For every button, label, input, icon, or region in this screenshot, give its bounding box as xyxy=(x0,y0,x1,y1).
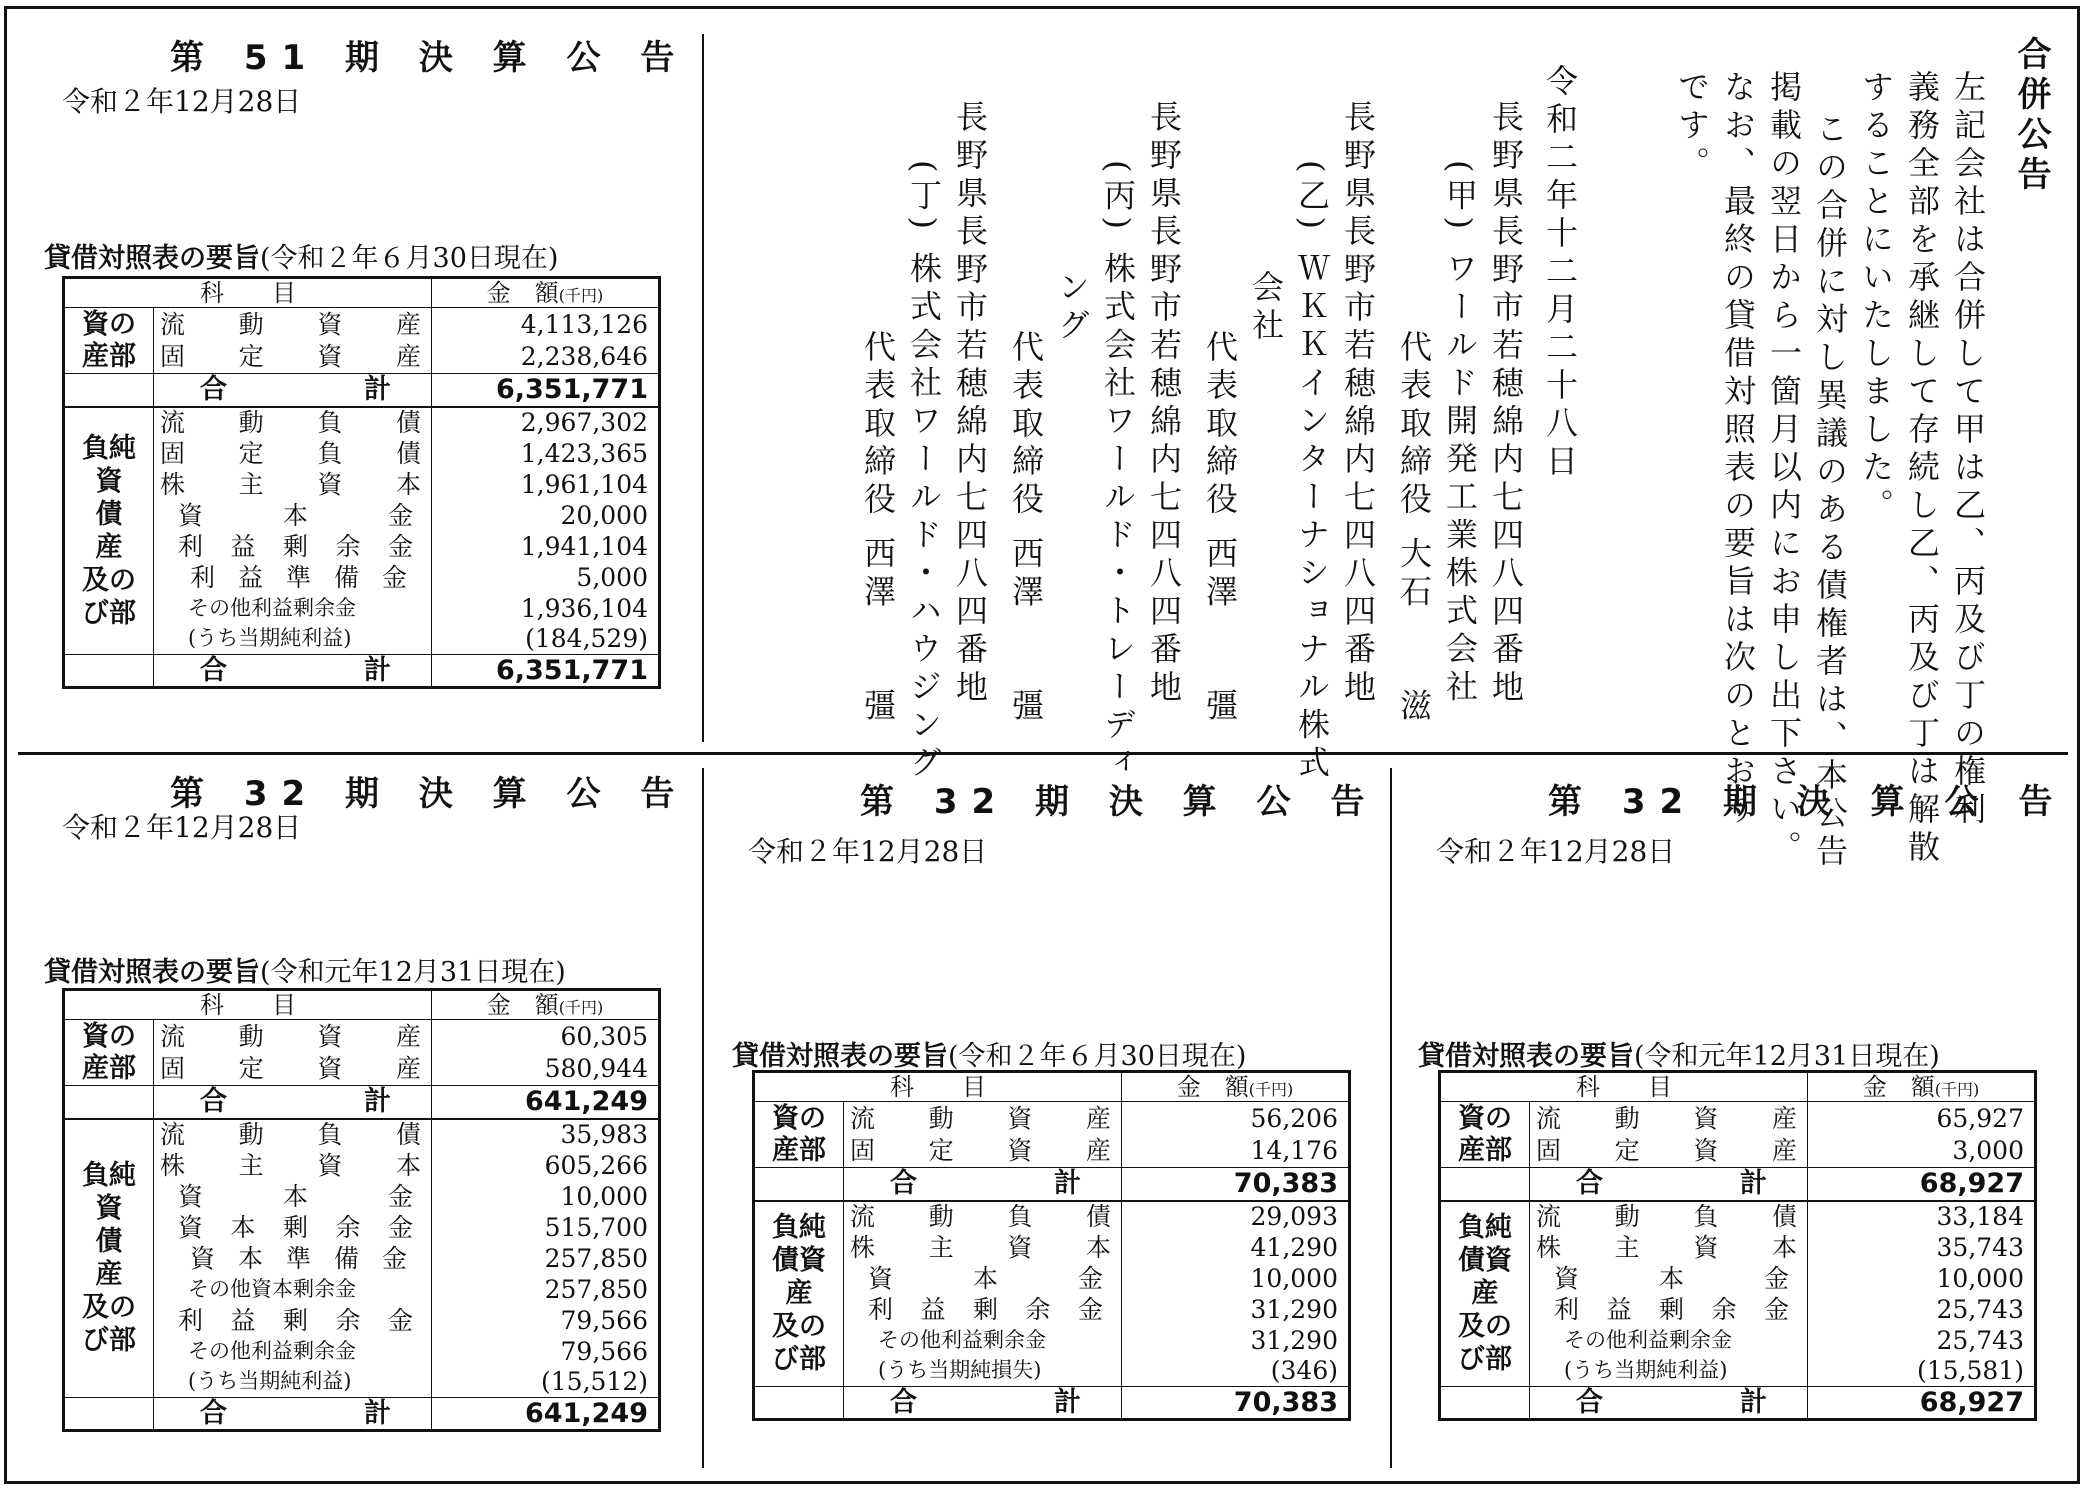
section-label-line: 産部 xyxy=(1458,1134,1512,1166)
header-amount xyxy=(1122,1072,1350,1102)
table-row xyxy=(64,1367,660,1398)
assets-section-label xyxy=(754,1102,844,1168)
amount-cell: (184,529) xyxy=(432,624,660,655)
amount-cell: 605,266 xyxy=(432,1150,660,1181)
item-cell xyxy=(1530,1135,1808,1168)
table-row xyxy=(1440,1263,2036,1294)
table-row xyxy=(754,1294,1350,1325)
assets-section-label xyxy=(64,308,154,374)
amount-cell: 10,000 xyxy=(432,1181,660,1212)
item-cell xyxy=(844,1201,1122,1232)
table-header-row xyxy=(64,278,660,308)
liabilities-section-label xyxy=(64,407,154,655)
liabilities-section-label xyxy=(1440,1201,1530,1387)
header-unit: (千円) xyxy=(558,998,604,1017)
total-label-cell xyxy=(844,1387,1122,1420)
amount-cell: 56,206 xyxy=(1122,1102,1350,1135)
header-amount-label: 金 額 xyxy=(486,991,559,1019)
item-cell xyxy=(844,1294,1122,1325)
blank-cell xyxy=(1440,1168,1530,1201)
notice-title: 第 32 期 決 算 公 告 xyxy=(170,774,689,814)
total-amount: 641,249 xyxy=(432,1086,660,1119)
party-address: 長野県長野市若穂綿内七四八四番地 xyxy=(1487,100,1525,708)
item-label: その他利益剰余金 xyxy=(188,1338,356,1363)
amount-cell: 25,743 xyxy=(1808,1294,2036,1325)
amount-cell: 79,566 xyxy=(432,1305,660,1336)
amount-cell: 41,290 xyxy=(1122,1232,1350,1263)
table-row xyxy=(754,1201,1350,1232)
item-label: 資 本 金 xyxy=(178,500,413,530)
item-label: (うち当期純利益) xyxy=(1564,1358,1728,1383)
total-label: 合 計 xyxy=(1576,1168,1767,1200)
item-label: 流 動 資 産 xyxy=(160,1021,421,1051)
item-label: (うち当期純損失) xyxy=(878,1358,1042,1383)
section-label-line: 及の xyxy=(772,1311,826,1343)
item-label: 株 主 資 本 xyxy=(160,469,421,499)
item-label: 流 動 負 債 xyxy=(850,1202,1111,1231)
table-row xyxy=(1440,1135,2036,1168)
item-label: 流 動 資 産 xyxy=(160,309,421,339)
section-label-line: び部 xyxy=(1458,1344,1512,1376)
section-label-line: 負純 xyxy=(82,432,136,464)
header-item: 科 目 xyxy=(64,278,432,308)
item-cell xyxy=(844,1325,1122,1356)
total-amount: 6,351,771 xyxy=(432,655,660,688)
item-label: 利 益 準 備 金 xyxy=(190,562,407,592)
bs-heading-label: 貸借対照表の要旨 xyxy=(1418,1041,1634,1072)
item-label: 流 動 負 債 xyxy=(160,1120,421,1149)
notice-title: 第 32 期 決 算 公 告 xyxy=(1548,782,2067,822)
merger-body-line: この合併に対し異議のある債権者は、本公告 xyxy=(1811,112,1849,872)
notice-date: 令和２年12月28日 xyxy=(748,835,988,868)
party-name-line: 会社 xyxy=(1247,270,1285,346)
vertical-divider-bottom-left xyxy=(702,768,704,1468)
section-label-line: 債 xyxy=(95,1226,123,1258)
section-label-line: 資の xyxy=(772,1103,826,1135)
table-row xyxy=(64,1305,660,1336)
section-label-line: 産 xyxy=(95,1259,123,1291)
amount-cell: 35,743 xyxy=(1808,1232,2036,1263)
balance-sheet-heading xyxy=(44,950,566,989)
item-cell xyxy=(154,593,432,624)
header-amount-label: 金 額 xyxy=(1176,1073,1249,1101)
item-label: 流 動 資 産 xyxy=(850,1103,1111,1133)
blank-cell xyxy=(64,1398,154,1431)
amount-cell: 79,566 xyxy=(432,1336,660,1367)
item-label: その他利益剰余金 xyxy=(878,1327,1046,1352)
table-row xyxy=(754,1356,1350,1387)
item-label: 資 本 金 xyxy=(868,1263,1103,1293)
item-cell xyxy=(154,1119,432,1150)
table-row xyxy=(754,1102,1350,1135)
section-label-line: び部 xyxy=(82,1325,136,1357)
blank-cell xyxy=(754,1168,844,1201)
balance-sheet-table xyxy=(62,276,661,689)
item-label: 流 動 負 債 xyxy=(1536,1202,1797,1231)
table-row xyxy=(64,1150,660,1181)
item-label: 利 益 剰 余 金 xyxy=(178,531,413,561)
item-cell xyxy=(154,624,432,655)
amount-cell: 1,936,104 xyxy=(432,593,660,624)
item-cell xyxy=(154,308,432,341)
section-label-line: 債資 xyxy=(772,1245,826,1277)
item-label: 株 主 資 本 xyxy=(850,1232,1111,1262)
section-label-line: 産 xyxy=(95,531,123,563)
total-label-cell xyxy=(154,1398,432,1431)
table-row xyxy=(1440,1356,2036,1387)
item-cell xyxy=(1530,1294,1808,1325)
header-item: 科 目 xyxy=(1440,1072,1808,1102)
total-label-cell xyxy=(154,374,432,407)
section-label-line: 資 xyxy=(95,1193,123,1225)
party-representative: 代表取締役 西澤 彊 xyxy=(859,330,897,727)
blank-cell xyxy=(1440,1387,1530,1420)
item-label: (うち当期純利益) xyxy=(188,1369,352,1394)
amount-cell: 33,184 xyxy=(1808,1201,2036,1232)
notice-date: 令和２年12月28日 xyxy=(1436,835,1676,868)
amount-cell: 29,093 xyxy=(1122,1201,1350,1232)
section-label-line: 債資 xyxy=(1458,1245,1512,1277)
table-row xyxy=(1440,1325,2036,1356)
header-unit: (千円) xyxy=(1248,1080,1294,1099)
item-cell xyxy=(154,1336,432,1367)
party-address: 長野県長野市若穂綿内七四八四番地 xyxy=(1145,100,1183,708)
item-cell xyxy=(154,1181,432,1212)
horizontal-divider xyxy=(18,752,2068,755)
item-label: 固 定 資 産 xyxy=(1536,1136,1797,1166)
table-header-row xyxy=(754,1072,1350,1102)
amount-cell: 257,850 xyxy=(432,1274,660,1305)
header-unit: (千円) xyxy=(1934,1080,1980,1099)
total-label: 合 計 xyxy=(200,1398,391,1429)
item-cell xyxy=(154,1212,432,1243)
header-amount xyxy=(1808,1072,2036,1102)
item-label: 固 定 負 債 xyxy=(160,438,421,468)
item-label: その他資本剰余金 xyxy=(188,1276,356,1301)
balance-sheet-table xyxy=(1438,1070,2037,1421)
table-row xyxy=(64,407,660,438)
header-item: 科 目 xyxy=(64,990,432,1020)
table-row xyxy=(64,308,660,341)
balance-sheet-heading xyxy=(44,236,558,275)
item-cell xyxy=(1530,1356,1808,1387)
amount-cell: 1,423,365 xyxy=(432,438,660,469)
section-label-line: び部 xyxy=(82,597,136,629)
table-row xyxy=(64,1243,660,1274)
merger-date: 令和二年十二月二十八日 xyxy=(1541,64,1579,482)
amount-cell: 10,000 xyxy=(1808,1263,2036,1294)
merger-body-line: することにいたしました。 xyxy=(1857,70,1895,526)
section-label-line: 資の xyxy=(1458,1103,1512,1135)
total-label: 合 計 xyxy=(200,1086,391,1118)
amount-cell: 515,700 xyxy=(432,1212,660,1243)
table-row xyxy=(64,438,660,469)
item-label: 資 本 金 xyxy=(1554,1263,1789,1293)
merger-title: 合併公告 xyxy=(2011,36,2051,196)
blank-cell xyxy=(754,1387,844,1420)
amount-cell: 31,290 xyxy=(1122,1294,1350,1325)
amount-cell: 5,000 xyxy=(432,562,660,593)
assets-section-label xyxy=(1440,1102,1530,1168)
total-amount: 641,249 xyxy=(432,1398,660,1431)
section-label-line: 産部 xyxy=(772,1134,826,1166)
item-label: 固 定 資 産 xyxy=(160,1054,421,1084)
merger-body-line: です。 xyxy=(1673,70,1711,184)
section-label-line: 負純 xyxy=(772,1212,826,1244)
amount-cell: 14,176 xyxy=(1122,1135,1350,1168)
item-cell xyxy=(844,1232,1122,1263)
party-address: 長野県長野市若穂綿内七四八四番地 xyxy=(951,100,989,708)
vertical-divider-bottom-right xyxy=(1390,768,1392,1468)
total-label: 合 計 xyxy=(1576,1387,1767,1418)
amount-cell: 257,850 xyxy=(432,1243,660,1274)
liabilities-section-label xyxy=(64,1119,154,1398)
item-cell xyxy=(154,341,432,374)
section-label-line: び部 xyxy=(772,1344,826,1376)
notice-date: 令和２年12月28日 xyxy=(62,85,302,118)
liabilities-total-row xyxy=(64,655,660,688)
total-label: 合 計 xyxy=(890,1168,1081,1200)
amount-cell: 65,927 xyxy=(1808,1102,2036,1135)
amount-cell: 60,305 xyxy=(432,1020,660,1053)
amount-cell: 1,941,104 xyxy=(432,531,660,562)
item-cell xyxy=(154,1243,432,1274)
balance-sheet-table xyxy=(62,988,661,1432)
table-row xyxy=(64,562,660,593)
amount-cell: 4,113,126 xyxy=(432,308,660,341)
item-cell xyxy=(844,1135,1122,1168)
section-label-line: 産 xyxy=(1471,1278,1499,1310)
item-cell xyxy=(844,1102,1122,1135)
vertical-divider-top xyxy=(702,34,704,742)
table-row xyxy=(64,1274,660,1305)
item-label: 株 主 資 本 xyxy=(160,1150,421,1180)
merger-body-line: 左記会社は合併して甲は乙、丙及び丁の権利 xyxy=(1949,70,1987,830)
item-label: 固 定 資 産 xyxy=(850,1136,1111,1166)
item-label: (うち当期純利益) xyxy=(188,626,352,651)
amount-cell: 20,000 xyxy=(432,500,660,531)
amount-cell: 35,983 xyxy=(432,1119,660,1150)
party-name-line: ング xyxy=(1053,270,1091,346)
item-cell xyxy=(154,1020,432,1053)
merger-body-line: なお、最終の貸借対照表の要旨は次のとおり xyxy=(1719,70,1757,830)
party-representative: 代表取締役 西澤 彊 xyxy=(1007,330,1045,727)
party-address: 長野県長野市若穂綿内七四八四番地 xyxy=(1339,100,1377,708)
total-label: 合 計 xyxy=(200,655,391,686)
section-label-line: 及の xyxy=(82,1292,136,1324)
item-label: 流 動 資 産 xyxy=(1536,1103,1797,1133)
item-label: 利 益 剰 余 金 xyxy=(1554,1294,1789,1324)
item-cell xyxy=(154,438,432,469)
item-label: 固 定 資 産 xyxy=(160,342,421,372)
assets-total-row xyxy=(754,1168,1350,1201)
table-row xyxy=(64,1212,660,1243)
item-cell xyxy=(1530,1102,1808,1135)
item-cell xyxy=(154,531,432,562)
header-unit: (千円) xyxy=(558,286,604,305)
item-cell xyxy=(1530,1232,1808,1263)
amount-cell: (15,512) xyxy=(432,1367,660,1398)
amount-cell: 10,000 xyxy=(1122,1263,1350,1294)
section-label-line: 及の xyxy=(1458,1311,1512,1343)
item-label: 流 動 負 債 xyxy=(160,408,421,437)
total-label-cell xyxy=(154,655,432,688)
merger-body-line: 掲載の翌日から一箇月以内にお申し出下さい。 xyxy=(1765,70,1803,868)
assets-total-row xyxy=(1440,1168,2036,1201)
table-row xyxy=(64,500,660,531)
item-cell xyxy=(844,1356,1122,1387)
table-row xyxy=(754,1263,1350,1294)
table-header-row xyxy=(64,990,660,1020)
table-row xyxy=(64,624,660,655)
header-amount-label: 金 額 xyxy=(1862,1073,1935,1101)
item-label: 資 本 金 xyxy=(178,1181,413,1211)
amount-cell: 3,000 xyxy=(1808,1135,2036,1168)
balance-sheet-table xyxy=(752,1070,1351,1421)
table-row xyxy=(1440,1102,2036,1135)
bs-heading-label: 貸借対照表の要旨 xyxy=(44,957,260,988)
section-label-line: 負純 xyxy=(1458,1212,1512,1244)
amount-cell: 31,290 xyxy=(1122,1325,1350,1356)
bs-heading-label: 貸借対照表の要旨 xyxy=(732,1041,948,1072)
item-cell xyxy=(1530,1325,1808,1356)
table-row xyxy=(64,469,660,500)
table-row xyxy=(64,1181,660,1212)
liabilities-total-row xyxy=(754,1387,1350,1420)
section-label-line: 債 xyxy=(95,498,123,530)
item-cell xyxy=(154,469,432,500)
header-amount xyxy=(432,990,660,1020)
header-amount xyxy=(432,278,660,308)
item-label: 利 益 剰 余 金 xyxy=(178,1305,413,1335)
party-representative: 代表取締役 西澤 彊 xyxy=(1201,330,1239,727)
bs-heading-label: 貸借対照表の要旨 xyxy=(44,243,260,274)
notice-title: 第 32 期 決 算 公 告 xyxy=(860,782,1379,822)
item-cell xyxy=(154,1367,432,1398)
total-label-cell xyxy=(844,1168,1122,1201)
assets-total-row xyxy=(64,1086,660,1119)
party-name-line: (乙) ＷＫＫインターナショナル株式 xyxy=(1293,160,1331,784)
section-label-line: 資 xyxy=(95,465,123,497)
table-row xyxy=(64,531,660,562)
party-name-line: (丁) 株式会社ワールド・ハウジング xyxy=(905,160,943,784)
table-row xyxy=(754,1325,1350,1356)
amount-cell: 2,967,302 xyxy=(432,407,660,438)
blank-cell xyxy=(64,374,154,407)
bs-date: (令和元年12月31日現在) xyxy=(260,957,566,988)
section-label-line: 負純 xyxy=(82,1160,136,1192)
total-amount: 68,927 xyxy=(1808,1387,2036,1420)
item-label: 株 主 資 本 xyxy=(1536,1232,1797,1262)
amount-cell: 25,743 xyxy=(1808,1325,2036,1356)
table-row xyxy=(64,1119,660,1150)
item-cell xyxy=(154,1305,432,1336)
table-row xyxy=(64,341,660,374)
notice-date: 令和２年12月28日 xyxy=(62,811,302,844)
total-amount: 70,383 xyxy=(1122,1387,1350,1420)
item-label: 資 本 剰 余 金 xyxy=(178,1212,413,1242)
section-label-line: 産部 xyxy=(82,1052,136,1084)
table-row xyxy=(64,1336,660,1367)
total-label: 合 計 xyxy=(890,1387,1081,1418)
liabilities-section-label xyxy=(754,1201,844,1387)
total-amount: 6,351,771 xyxy=(432,374,660,407)
balance-sheet-heading xyxy=(732,1034,1246,1073)
amount-cell: 1,961,104 xyxy=(432,469,660,500)
party-name-line: (丙) 株式会社ワールド・トレーディ xyxy=(1099,160,1137,784)
item-label: 利 益 剰 余 金 xyxy=(868,1294,1103,1324)
assets-total-row xyxy=(64,374,660,407)
party-representative: 代表取締役 大石 滋 xyxy=(1395,330,1433,727)
notice-title: 第 51 期 決 算 公 告 xyxy=(170,38,689,78)
blank-cell xyxy=(64,655,154,688)
table-row xyxy=(754,1232,1350,1263)
total-label-cell xyxy=(1530,1387,1808,1420)
liabilities-total-row xyxy=(1440,1387,2036,1420)
amount-cell: 2,238,646 xyxy=(432,341,660,374)
header-item: 科 目 xyxy=(754,1072,1122,1102)
liabilities-total-row xyxy=(64,1398,660,1431)
item-cell xyxy=(154,407,432,438)
balance-sheet-heading xyxy=(1418,1034,1940,1073)
bs-date: (令和２年６月30日現在) xyxy=(948,1041,1247,1072)
bs-date: (令和２年６月30日現在) xyxy=(260,243,559,274)
table-row xyxy=(754,1135,1350,1168)
section-label-line: 及の xyxy=(82,564,136,596)
section-label-line: 資の xyxy=(82,1021,136,1053)
item-label: 資 本 準 備 金 xyxy=(190,1243,407,1273)
bs-date: (令和元年12月31日現在) xyxy=(1634,1041,1940,1072)
total-label-cell xyxy=(154,1086,432,1119)
table-header-row xyxy=(1440,1072,2036,1102)
item-label: その他利益剰余金 xyxy=(188,595,356,620)
item-cell xyxy=(154,562,432,593)
section-label-line: 産 xyxy=(785,1278,813,1310)
item-cell xyxy=(1530,1263,1808,1294)
merger-body-line: 義務全部を承継して存続し乙、丙及び丁は解散 xyxy=(1903,70,1941,868)
amount-cell: 580,944 xyxy=(432,1053,660,1086)
party-name-line: (甲) ワールド開発工業株式会社 xyxy=(1441,160,1479,708)
section-label-line: 資の xyxy=(82,309,136,341)
section-label-line: 産部 xyxy=(82,340,136,372)
header-amount-label: 金 額 xyxy=(486,279,559,307)
item-cell xyxy=(1530,1201,1808,1232)
total-label: 合 計 xyxy=(200,374,391,406)
item-label: その他利益剰余金 xyxy=(1564,1327,1732,1352)
table-row xyxy=(1440,1232,2036,1263)
table-row xyxy=(64,1020,660,1053)
table-row xyxy=(64,1053,660,1086)
item-cell xyxy=(154,1274,432,1305)
item-cell xyxy=(154,1053,432,1086)
item-cell xyxy=(154,500,432,531)
assets-section-label xyxy=(64,1020,154,1086)
table-row xyxy=(1440,1201,2036,1232)
amount-cell: (346) xyxy=(1122,1356,1350,1387)
amount-cell: (15,581) xyxy=(1808,1356,2036,1387)
total-amount: 70,383 xyxy=(1122,1168,1350,1201)
total-label-cell xyxy=(1530,1168,1808,1201)
total-amount: 68,927 xyxy=(1808,1168,2036,1201)
table-row xyxy=(1440,1294,2036,1325)
table-row xyxy=(64,593,660,624)
item-cell xyxy=(844,1263,1122,1294)
item-cell xyxy=(154,1150,432,1181)
blank-cell xyxy=(64,1086,154,1119)
